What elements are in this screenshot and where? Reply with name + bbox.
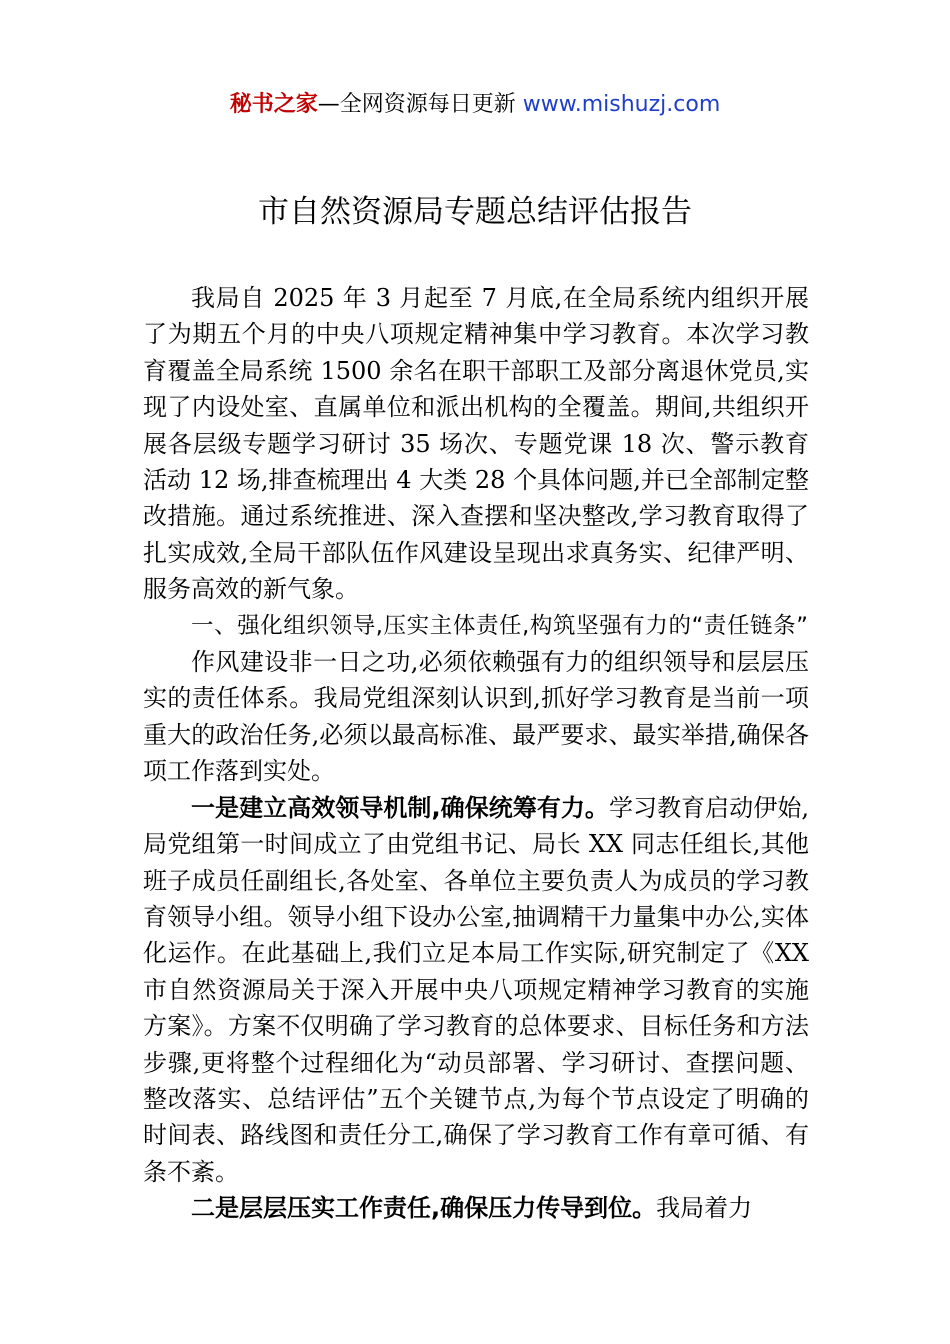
site-tagline: —全网资源每日更新 (317, 92, 523, 117)
section-heading-1: 一、强化组织领导,压实主体责任,构筑坚强有力的“责任链条” (191, 612, 809, 639)
point-1-paragraph (143, 790, 809, 1190)
point-2-lead: 二是层层压实工作责任,确保压力传导到位。 (191, 1194, 657, 1223)
intro-paragraph: 我局自 2025 年 3 月起至 7 月底,在全局系统内组织开展了为期五个月的中央八项规定精神集中学习教育。本次学习教育覆盖全局系统 1500 余名在职干部职工及部分离退休党员,实现了内设处室、直属单位和派出机构的全覆盖。期间,共组织开展各层级专题学习研讨 35 场次、专题党课 18 次、警示教育活动 12 场,排查梳理出 4 大类 28 个具体问题,并已全部制定整改措施。通过系统推进、深入查摆和坚决整改,学习教育取得了扎实成效,全局干部队伍作风建设呈现出求真务实、纪律严明、服务高效的新气象。 (143, 284, 809, 604)
document-body (143, 280, 809, 1227)
point-1-body: 学习教育启动伊始,局党组第一时间成立了由党组书记、局长 XX 同志任组长,其他班子成员任副组长,各处室、各单位主要负责人为成员的学习教育领导小组。领导小组下设办公室,抽调精干力量集中办公,实体化运作。在此基础上,我们立足本局工作实际,研究制定了《XX 市自然资源局关于深入开展中央八项规定精神学习教育的实施方案》。方案不仅明确了学习教育的总体要求、目标任务和方法步骤,更将整个过程细化为“动员部署、学习研讨、查摆问题、整改落实、总结评估”五个关键节点,为每个节点设定了明确的时间表、路线图和责任分工,确保了学习教育工作有章可循、有条不紊。 (143, 793, 809, 1186)
site-brand: 秘书之家 (229, 92, 318, 117)
point-2-paragraph (143, 1190, 809, 1226)
section-1-paragraph: 作风建设非一日之功,必须依赖强有力的组织领导和层层压实的责任体系。我局党组深刻认识到,抓好学习教育是当前一项重大的政治任务,必须以最高标准、最严要求、最实举措,确保各项工作落到实处。 (143, 648, 809, 786)
site-url-link[interactable]: www.mishuzj.com (522, 92, 721, 117)
document-title: 市自然资源局专题总结评估报告 (258, 194, 692, 230)
point-2-body: 我局着力 (656, 1194, 753, 1223)
site-header (0, 88, 950, 122)
point-1-lead: 一是建立高效领导机制,确保统筹有力。 (191, 793, 609, 822)
